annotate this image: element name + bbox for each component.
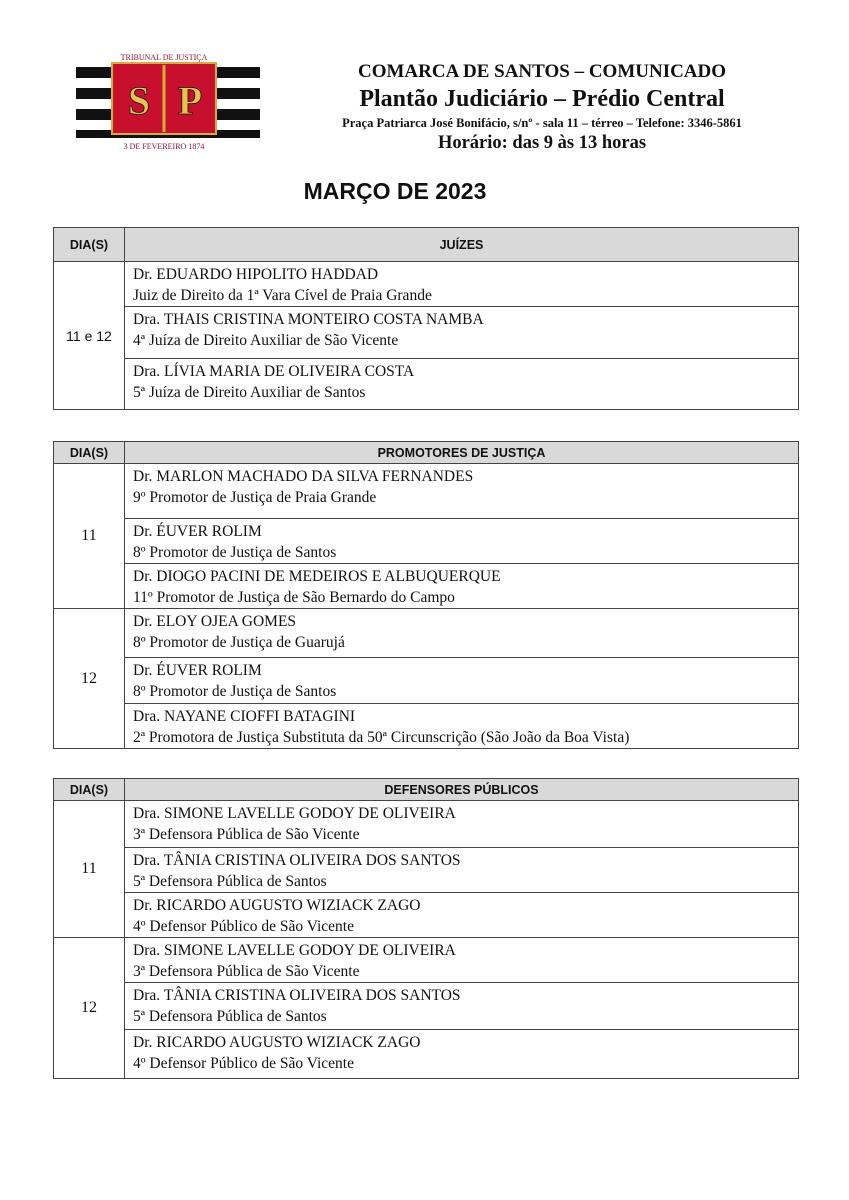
table-row bbox=[54, 519, 799, 564]
court-seal-logo bbox=[76, 52, 260, 152]
entry-role: 4º Defensor Público de São Vicente bbox=[133, 918, 354, 935]
day-cell: 11 bbox=[54, 464, 125, 609]
entry-name: Dr. DIOGO PACINI DE MEDEIROS E ALBUQUERQUE bbox=[133, 568, 501, 585]
defender-entry bbox=[125, 893, 799, 938]
table-header-row bbox=[54, 228, 799, 262]
entry-role: 3ª Defensora Pública de São Vicente bbox=[133, 826, 360, 843]
entry-role: 9º Promotor de Justiça de Praia Grande bbox=[133, 489, 377, 506]
entry-name: Dr. MARLON MACHADO DA SILVA FERNANDES bbox=[133, 468, 474, 485]
table-row bbox=[54, 848, 799, 893]
seal-top-text: TRIBUNAL DE JUSTIÇA bbox=[120, 53, 208, 62]
prosecutor-entry bbox=[125, 609, 799, 658]
header-plantao: Plantão Judiciário – Prédio Central bbox=[359, 86, 725, 112]
table-row bbox=[54, 983, 799, 1030]
prosecutor-entry bbox=[125, 464, 799, 519]
header-comarca: COMARCA DE SANTOS – COMUNICADO bbox=[357, 61, 727, 82]
column-header-day: DIA(S) bbox=[54, 442, 125, 464]
prosecutor-entry bbox=[125, 704, 799, 749]
entry-role: 5ª Juíza de Direito Auxiliar de Santos bbox=[133, 384, 366, 401]
header-hours: Horário: das 9 às 13 horas bbox=[437, 133, 647, 153]
table-header-row bbox=[54, 779, 799, 801]
judge-entry bbox=[125, 359, 799, 410]
prosecutor-entry bbox=[125, 658, 799, 704]
public-defenders-table bbox=[53, 778, 799, 1079]
table-row bbox=[54, 564, 799, 609]
table-row bbox=[54, 893, 799, 938]
day-cell: 11 bbox=[54, 801, 125, 938]
entry-name: Dra. SIMONE LAVELLE GODOY DE OLIVEIRA bbox=[133, 805, 456, 822]
column-header-day: DIA(S) bbox=[54, 228, 125, 262]
entry-name: Dra. TÂNIA CRISTINA OLIVEIRA DOS SANTOS bbox=[133, 852, 461, 869]
entry-name: Dra. THAIS CRISTINA MONTEIRO COSTA NAMBA bbox=[133, 311, 484, 328]
month-title: MARÇO DE 2023 bbox=[303, 178, 487, 204]
judge-entry bbox=[125, 262, 799, 307]
entry-role: 2ª Promotora de Justiça Substituta da 50ª Circunscrição (São João da Boa Vista) bbox=[133, 729, 630, 746]
table-row bbox=[54, 1030, 799, 1079]
table-row bbox=[54, 307, 799, 359]
table-row bbox=[54, 704, 799, 749]
entry-name: Dra. SIMONE LAVELLE GODOY DE OLIVEIRA bbox=[133, 942, 456, 959]
entry-role: 8º Promotor de Justiça de Santos bbox=[133, 544, 337, 561]
day-cell: 12 bbox=[54, 938, 125, 1079]
entry-name: Dr. ÉUVER ROLIM bbox=[133, 523, 262, 540]
table-row bbox=[54, 359, 799, 410]
table-row bbox=[54, 609, 799, 658]
prosecutors-table bbox=[53, 441, 799, 749]
defender-entry bbox=[125, 848, 799, 893]
prosecutor-entry bbox=[125, 564, 799, 609]
table-row bbox=[54, 938, 799, 983]
entry-role: 8º Promotor de Justiça de Guarujá bbox=[133, 634, 345, 651]
entry-name: Dr. ELOY OJEA GOMES bbox=[133, 613, 297, 630]
column-header-judges: JUÍZES bbox=[125, 228, 799, 262]
seal-letter-left: S bbox=[127, 78, 151, 123]
column-header-prosecutors: PROMOTORES DE JUSTIÇA bbox=[125, 442, 799, 464]
day-cell: 11 e 12 bbox=[54, 262, 125, 410]
seal-bottom-text: 3 DE FEVEREIRO 1874 bbox=[123, 142, 205, 151]
entry-role: 3ª Defensora Pública de São Vicente bbox=[133, 963, 360, 980]
entry-role: 8º Promotor de Justiça de Santos bbox=[133, 683, 337, 700]
entry-name: Dra. NAYANE CIOFFI BATAGINI bbox=[133, 708, 356, 725]
entry-name: Dra. LÍVIA MARIA DE OLIVEIRA COSTA bbox=[133, 363, 415, 380]
judges-table bbox=[53, 227, 799, 410]
entry-role: 11º Promotor de Justiça de São Bernardo do Campo bbox=[133, 589, 455, 606]
defender-entry bbox=[125, 801, 799, 848]
judge-entry bbox=[125, 307, 799, 359]
defender-entry bbox=[125, 983, 799, 1030]
entry-name: Dr. EDUARDO HIPOLITO HADDAD bbox=[133, 266, 379, 283]
entry-role: 5ª Defensora Pública de Santos bbox=[133, 1008, 327, 1025]
entry-role: 4ª Juíza de Direito Auxiliar de São Vicente bbox=[133, 332, 399, 349]
entry-role: 4º Defensor Público de São Vicente bbox=[133, 1055, 354, 1072]
table-row bbox=[54, 262, 799, 307]
entry-name: Dr. ÉUVER ROLIM bbox=[133, 662, 262, 679]
entry-name: Dr. RICARDO AUGUSTO WIZIACK ZAGO bbox=[133, 1034, 421, 1051]
prosecutor-entry bbox=[125, 519, 799, 564]
table-header-row bbox=[54, 442, 799, 464]
entry-name: Dra. TÂNIA CRISTINA OLIVEIRA DOS SANTOS bbox=[133, 987, 461, 1004]
table-row bbox=[54, 801, 799, 848]
table-row bbox=[54, 464, 799, 519]
entry-name: Dr. RICARDO AUGUSTO WIZIACK ZAGO bbox=[133, 897, 421, 914]
table-row bbox=[54, 658, 799, 704]
defender-entry bbox=[125, 938, 799, 983]
defender-entry bbox=[125, 1030, 799, 1079]
day-cell: 12 bbox=[54, 609, 125, 749]
entry-role: Juiz de Direito da 1ª Vara Cível de Praia Grande bbox=[133, 287, 432, 304]
seal-letter-right: P bbox=[177, 78, 203, 123]
header-address: Praça Patriarca José Bonifácio, s/nº - sala 11 – térreo – Telefone: 3346-5861 bbox=[342, 116, 742, 130]
entry-role: 5ª Defensora Pública de Santos bbox=[133, 873, 327, 890]
column-header-defenders: DEFENSORES PÚBLICOS bbox=[125, 779, 799, 801]
column-header-day: DIA(S) bbox=[54, 779, 125, 801]
